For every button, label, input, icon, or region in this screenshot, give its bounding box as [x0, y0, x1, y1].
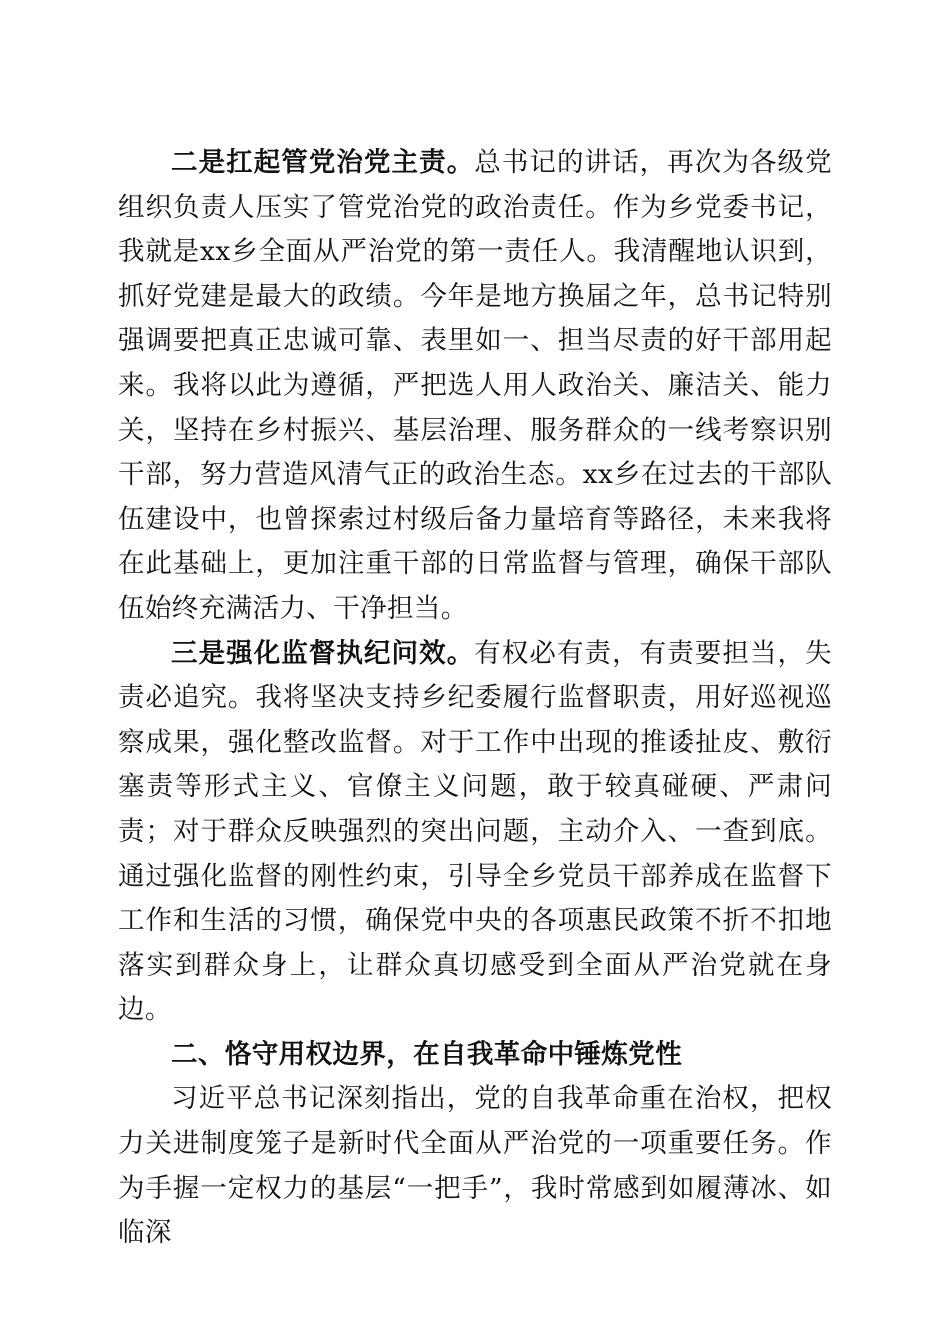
- paragraph-text: 总书记的讲话，再次为各级党组织负责人压实了管党治党的政治责任。作为乡党委书记，我就是xx乡全面从严治党的第一责任人。我清醒地认识到，抓好党建是最大的政绩。今年是地方换届之年，总书记特别强调要把真正忠诚可靠、表里如一、担当尽责的好干部用起来。我将以此为遵循，严把选人用人政治关、廉洁关、能力关，坚持在乡村振兴、基层治理、服务群众的一线考察识别干部，努力营造风清气正的政治生态。xx乡在过去的干部队伍建设中，也曾探索过村级后备力量培育等路径，未来我将在此基础上，更加注重干部的日常监督与管理，确保干部队伍始终充满活力、干净担当。: [118, 147, 832, 624]
- paragraph-supervision: [118, 632, 832, 1033]
- paragraph-party-responsibility: [118, 141, 832, 632]
- paragraph-text: 有权必有责，有责要担当，失责必追究。我将坚决支持乡纪委履行监督职责，用好巡视巡察成果，强化整改监督。对于工作中出现的推诿扯皮、敷衍塞责等形式主义、官僚主义问题，敢于较真碰硬、严肃问责；对于群众反映强烈的突出问题，主动介入、一查到底。通过强化监督的刚性约束，引导全乡党员干部养成在监督下工作和生活的习惯，确保党中央的各项惠民政策不折不扣地落实到群众身上，让群众真切感受到全面从严治党就在身边。: [118, 637, 832, 1026]
- section-heading: 二、恪守用权边界，在自我革命中锤炼党性: [171, 1038, 683, 1070]
- paragraph-lead-heading: 三是强化监督执纪问效。: [171, 637, 475, 669]
- paragraph-closing: 习近平总书记深刻指出，党的自我革命重在治权，把权力关进制度笼子是新时代全面从严治党的一项重要任务。作为手握一定权力的基层“一把手”，我时常感到如履薄冰、如临深: [118, 1083, 832, 1249]
- document-body: [118, 141, 832, 1256]
- paragraph-lead-heading: 二是扛起管党治党主责。: [171, 147, 475, 178]
